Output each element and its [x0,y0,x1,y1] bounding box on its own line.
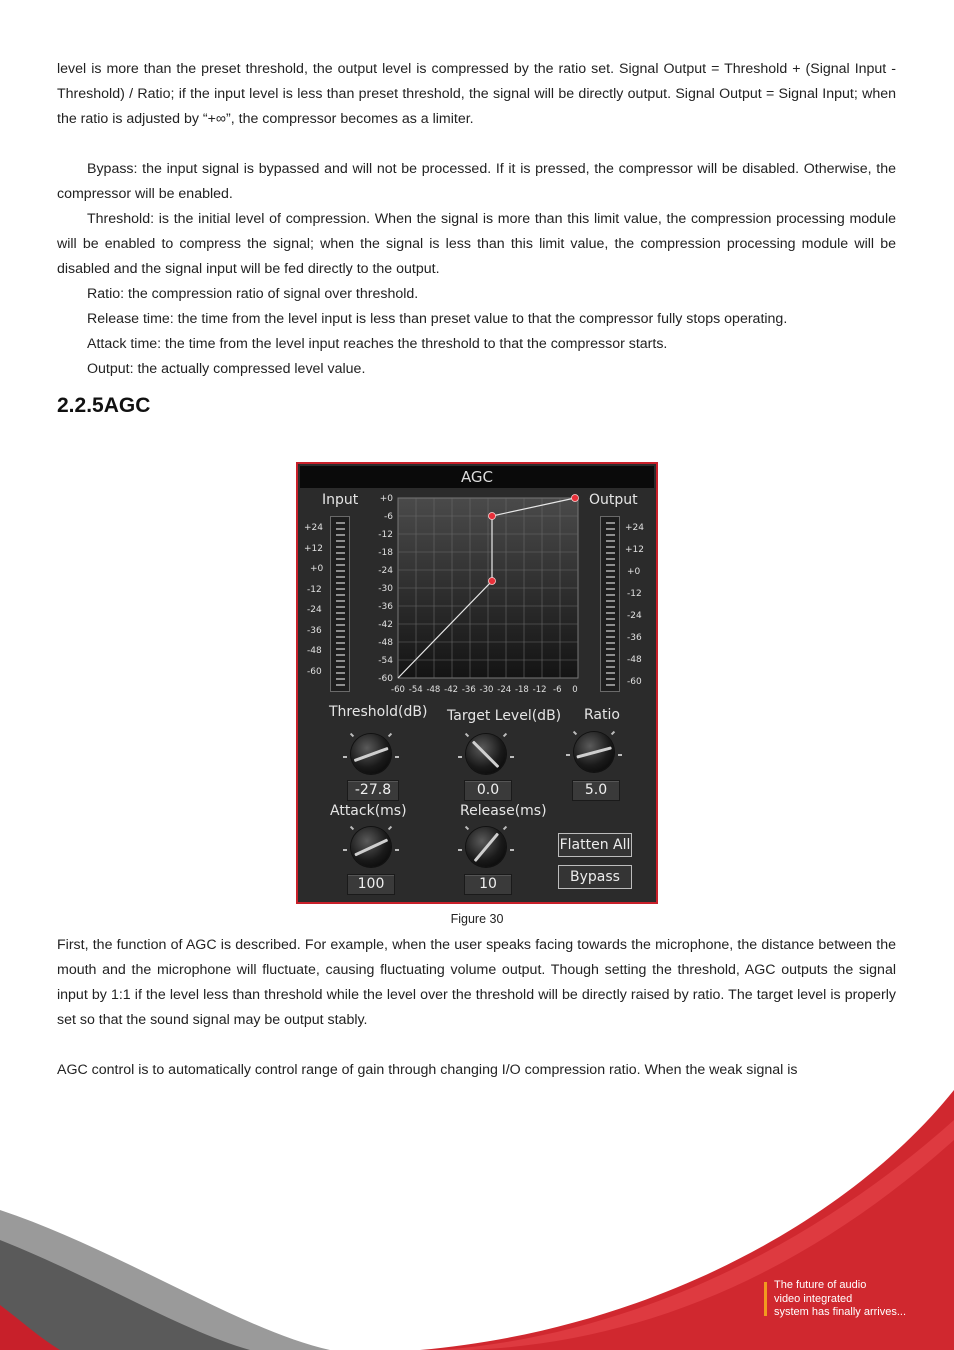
meter-segment [336,528,345,530]
meter-segment [336,684,345,686]
x-tick-label: -60 [391,685,405,695]
meter-segment [606,522,615,524]
graph-x-axis-labels [391,685,578,695]
x-tick-label: -18 [514,685,529,695]
input-label: Input [322,492,359,508]
ratio-value[interactable]: 5.0 [572,780,620,801]
meter-segment [606,600,615,602]
meter-segment [336,552,345,554]
bypass-button[interactable]: Bypass [558,865,632,889]
meter-segment [606,648,615,650]
threshold-value[interactable]: -27.8 [347,780,399,801]
output-scale-label: +24 [625,523,644,533]
meter-segment [336,612,345,614]
meter-segment [336,594,345,596]
meter-segment [606,528,615,530]
meter-segment [606,636,615,638]
meter-segment [606,582,615,584]
intro-paragraph: level is more than the preset threshold, the output level is compressed by the ratio set. Signal Output = Threshold + (Signal Input - Threshold) / Ratio; if the input level is less than preset threshold, the signal will be directly output. Signal Output = Signal Input; when the ratio is adjusted by “+∞”, the compressor becomes as a limiter. [57,61,896,127]
x-tick-label: -48 [426,685,441,695]
figure-caption: Figure 30 [450,912,504,926]
attack-value[interactable]: 100 [347,874,395,895]
agc-description-paragraph: First, the function of AGC is described. For example, when the user speaks facing towards the microphone, the distance between the mouth and the microphone will fluctuate, causing fluctuating volume output. Though setting the threshold, AGC outputs the signal input by 1:1 if the level less than threshold while the level over the threshold will be directly raised by ratio. The target level is properly set so that the sound signal may be output stably. [57,937,896,1028]
ratio-knob[interactable] [574,732,614,772]
y-tick-label: -30 [378,584,393,594]
meter-segment [336,666,345,668]
x-tick-label: -30 [479,685,494,695]
output-scale-label: +12 [625,545,644,555]
meter-segment [336,618,345,620]
output-scale-label: -24 [627,611,642,621]
threshold-paragraph: Threshold: is the initial level of compression. When the signal is more than this limit value, the compression processing module will be enabled to compress the signal; when the signal is less than this limit value, the compression processing module will be disabled and the signal input will be fed directly to the output. [57,211,896,277]
input-scale-label: -24 [307,605,322,615]
footer-slogan: The future of audio video integrated system has finally arrives... [774,1279,907,1318]
y-tick-label: -24 [378,566,393,576]
input-scale-label: +12 [304,544,323,554]
output-scale-label: -60 [627,677,642,687]
bypass-paragraph: Bypass: the input signal is bypassed and will not be processed. If it is pressed, the compressor will be disabled. Otherwise, the compressor will be enabled. [57,161,896,202]
meter-segment [606,558,615,560]
x-tick-label: -54 [408,685,423,695]
meter-segment [606,540,615,542]
meter-segment [336,564,345,566]
meter-segment [336,576,345,578]
output-scale-label: -48 [627,655,642,665]
threshold-point[interactable] [489,578,496,585]
x-tick-label: -42 [444,685,459,695]
y-tick-label: -6 [384,512,393,522]
meter-segment [606,606,615,608]
output-scale-label: -12 [627,589,642,599]
agc-transfer-graph[interactable] [368,492,588,704]
target-level-knob[interactable] [466,734,506,774]
meter-segment [606,618,615,620]
meter-segment [336,606,345,608]
ratio-line: Ratio: the compression ratio of signal over threshold. [87,286,419,302]
section-heading: 2.2.5AGC [57,394,151,417]
y-tick-label: -60 [378,674,393,684]
output-line: Output: the actually compressed level value. [87,361,366,377]
meter-segment [606,654,615,656]
meter-segment [606,552,615,554]
graph-y-axis-labels [378,494,393,684]
meter-segment [336,672,345,674]
meter-segment [336,600,345,602]
attack-label: Attack(ms) [330,803,407,819]
input-level-meter [330,516,350,692]
ratio-label: Ratio [584,707,620,723]
flatten-all-button[interactable]: Flatten All [558,833,632,857]
meter-segment [606,576,615,578]
meter-segment [606,570,615,572]
meter-segment [336,558,345,560]
meter-segment [336,642,345,644]
agc-panel [296,462,658,904]
attack-line: Attack time: the time from the level input reaches the threshold to that the compressor starts. [87,336,668,352]
meter-segment [606,588,615,590]
release-line: Release time: the time from the level input is less than preset value to that the compressor fully stops operating. [87,311,788,327]
x-tick-label: -6 [553,685,562,695]
meter-segment [606,666,615,668]
meter-segment [336,522,345,524]
y-tick-label: -12 [378,530,393,540]
output-label: Output [589,492,638,508]
agc-panel-title: AGC [300,466,654,488]
meter-segment [606,684,615,686]
x-tick-label: -36 [461,685,476,695]
input-scale-label: -48 [307,646,322,656]
target-point[interactable] [489,513,496,520]
target-level-label: Target Level(dB) [447,708,562,724]
y-tick-label: -42 [378,620,393,630]
meter-segment [336,588,345,590]
meter-segment [336,678,345,680]
release-label: Release(ms) [460,803,547,819]
end-point[interactable] [572,495,579,502]
meter-segment [606,564,615,566]
release-value[interactable]: 10 [464,874,512,895]
meter-segment [336,648,345,650]
meter-segment [606,642,615,644]
threshold-label: Threshold(dB) [329,704,428,720]
output-level-meter [600,516,620,692]
attack-knob[interactable] [351,827,391,867]
meter-segment [606,630,615,632]
meter-segment [606,672,615,674]
y-tick-label: +0 [379,494,393,504]
meter-segment [336,546,345,548]
y-tick-label: -18 [378,548,393,558]
meter-segment [336,654,345,656]
footer-accent-bar [764,1282,767,1316]
meter-segment [336,630,345,632]
y-tick-label: -54 [378,656,393,666]
meter-segment [606,624,615,626]
input-scale-label: +0 [310,564,324,574]
target-level-value[interactable]: 0.0 [464,780,512,801]
meter-segment [606,612,615,614]
threshold-knob[interactable] [351,734,391,774]
meter-segment [336,582,345,584]
input-scale-label: -60 [307,667,322,677]
meter-segment [606,660,615,662]
x-tick-label: -12 [532,685,547,695]
meter-segment [336,636,345,638]
meter-segment [336,570,345,572]
agc-control-paragraph: AGC control is to automatically control range of gain through changing I/O compression ratio. When the weak signal is [57,1062,798,1078]
x-tick-label: -24 [497,685,512,695]
y-tick-label: -36 [378,602,393,612]
meter-segment [336,660,345,662]
meter-segment [336,534,345,536]
y-tick-label: -48 [378,638,393,648]
x-tick-label: 0 [572,685,578,695]
meter-segment [606,678,615,680]
release-knob[interactable] [466,827,506,867]
meter-segment [606,534,615,536]
output-scale-label: +0 [627,567,641,577]
meter-segment [606,546,615,548]
input-scale-label: +24 [304,523,323,533]
meter-segment [336,540,345,542]
input-scale-label: -12 [307,585,322,595]
output-scale-label: -36 [627,633,642,643]
meter-segment [336,624,345,626]
meter-segment [606,594,615,596]
input-scale-label: -36 [307,626,322,636]
